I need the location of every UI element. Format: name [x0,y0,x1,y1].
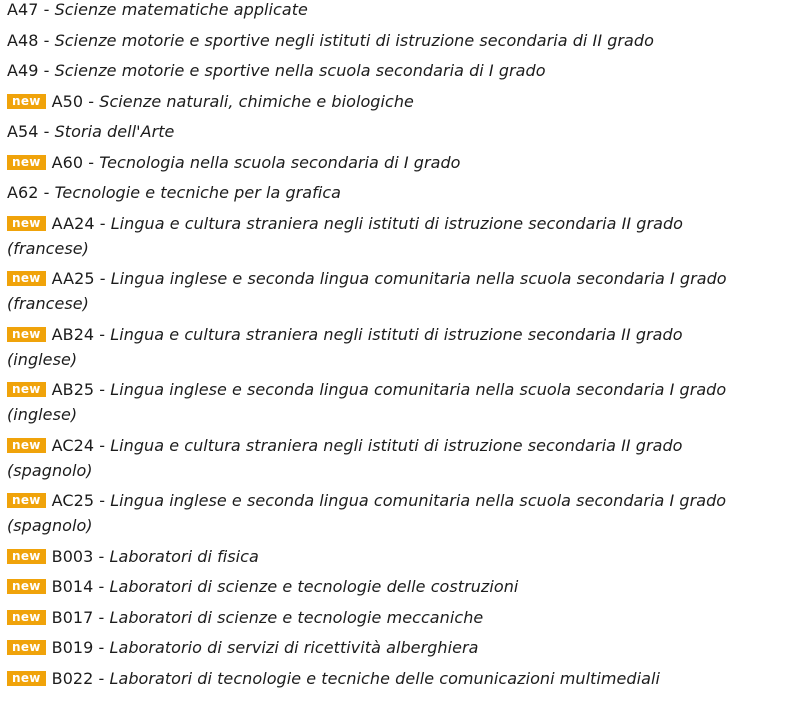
item-separator: - [83,152,100,172]
item-title: Scienze matematiche applicate [54,0,308,19]
item-title: Tecnologie e tecniche per la grafica [54,183,342,202]
item-title: Scienze motorie e sportive nella scuola secondaria di I grado [54,61,546,80]
item-title: Laboratori di tecnologie e tecniche delle comunicazioni multimediali [109,668,660,688]
item-title: Lingua e cultura straniera negli istituti di istruzione secondaria II grado (inglese) [7,324,683,369]
item-code: B014 [51,577,94,596]
list-item [7,488,737,538]
new-badge: new [7,671,46,686]
item-separator: - [93,638,110,657]
list-item [7,266,737,316]
list-item [7,322,737,372]
list-item [7,180,737,205]
list-item [7,89,737,114]
list-item [7,605,737,630]
item-separator: - [93,546,110,566]
new-badge: new [7,579,46,594]
item-separator: - [38,61,55,80]
new-badge: new [7,94,46,109]
item-code: B017 [51,607,94,627]
item-title: Lingua e cultura straniera negli istituti di istruzione secondaria II grado (francese) [7,213,683,258]
item-code: A62 [7,183,39,202]
item-separator: - [94,491,111,510]
item-title: Laboratorio di servizi di ricettività alberghiera [109,638,479,657]
item-code: AB25 [51,380,95,399]
item-separator: - [94,380,111,399]
new-badge: new [7,271,46,286]
new-badge: new [7,438,46,453]
list-item [7,0,737,22]
new-badge: new [7,493,46,508]
new-badge: new [7,610,46,625]
item-separator: - [94,324,111,344]
item-code: AC24 [51,435,95,455]
item-title: Scienze motorie e sportive negli istituti di istruzione secondaria di II grado [54,30,654,50]
new-badge: new [7,640,46,655]
item-code: A48 [7,30,39,50]
item-code: A50 [51,91,84,111]
item-title: Storia dell'Arte [54,122,175,141]
item-code: B003 [51,546,94,566]
item-separator: - [93,668,110,688]
item-code: AB24 [51,324,95,344]
item-separator: - [93,607,110,627]
item-title: Lingua inglese e seconda lingua comunitaria nella scuola secondaria I grado (francese) [7,269,727,313]
item-code: A47 [7,0,39,19]
list-item [7,28,737,53]
item-code: A49 [7,61,39,80]
list-item [7,58,737,83]
item-separator: - [93,577,110,596]
item-code: B019 [51,638,94,657]
new-badge: new [7,216,46,231]
item-code: A54 [7,122,39,141]
item-separator: - [83,91,100,111]
new-badge: new [7,327,46,342]
item-separator: - [38,0,55,19]
item-code: A60 [51,152,84,172]
item-title: Tecnologia nella scuola secondaria di I grado [99,152,461,172]
list-item [7,544,737,569]
list-item [7,119,737,144]
item-title: Lingua e cultura straniera negli istituti di istruzione secondaria II grado (spagnolo) [7,435,683,480]
list-item [7,635,737,660]
item-code: AA24 [51,213,95,233]
list-item [7,666,737,691]
item-code: AC25 [51,491,95,510]
item-separator: - [38,183,55,202]
item-title: Laboratori di fisica [109,546,259,566]
item-title: Laboratori di scienze e tecnologie meccaniche [109,607,484,627]
item-separator: - [38,30,55,50]
item-title: Lingua inglese e seconda lingua comunitaria nella scuola secondaria I grado (inglese) [7,380,727,424]
item-separator: - [38,122,55,141]
new-badge: new [7,382,46,397]
list-item [7,211,737,261]
item-title: Laboratori di scienze e tecnologie delle costruzioni [109,577,519,596]
new-badge: new [7,155,46,170]
item-separator: - [94,213,111,233]
item-code: AA25 [51,269,95,288]
item-title: Lingua inglese e seconda lingua comunitaria nella scuola secondaria I grado (spagnolo) [7,491,727,535]
item-title: Scienze naturali, chimiche e biologiche [99,91,414,111]
list-item [7,377,737,427]
new-badge: new [7,549,46,564]
item-separator: - [94,269,111,288]
item-code: B022 [51,668,94,688]
item-separator: - [94,435,111,455]
list-item [7,150,737,175]
list-item [7,574,737,599]
class-of-competition-list [7,0,737,696]
list-item [7,433,737,483]
